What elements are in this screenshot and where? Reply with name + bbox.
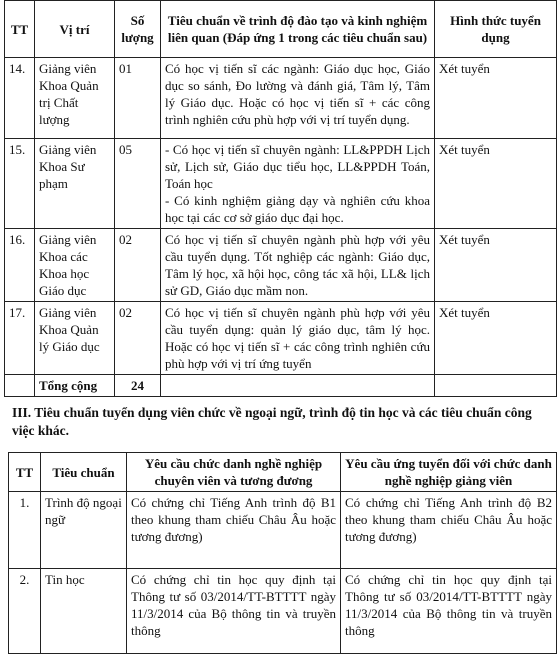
table-header-row	[5, 1, 557, 58]
row-req-lecturer: Có chứng chỉ Tiếng Anh trình độ B2 theo khung tham chiếu Châu Âu hoặc tương đương)	[341, 492, 557, 569]
row-criteria	[161, 139, 435, 229]
criteria-line: - Có học vị tiến sĩ chuyên ngành: LL&PPDH Lịch sử, Lịch sử, Giáo dục tiểu học, LL&PPDH Toán, Toán học	[165, 142, 430, 191]
total-method-cell	[435, 375, 557, 397]
row-quantity: 01	[115, 58, 161, 139]
row-criteria: Có học vị tiến sĩ chuyên ngành phù hợp với yêu cầu tuyển dụng. Tốt nghiệp các ngành: Giáo dục, Tâm lý học, xã hội học, công tác xã hội, LL& lịch sử GD, Giáo dục mầm non.	[161, 229, 435, 302]
row-req-title: Có chứng chỉ Tiếng Anh trình độ B1 theo khung tham chiếu Châu Âu hoặc tương đương)	[127, 492, 341, 569]
row-tt: 17.	[5, 302, 35, 375]
header-req-lecturer: Yêu cầu ứng tuyển đối với chức danh nghề nghiệp giảng viên	[341, 453, 557, 492]
row-tt: 15.	[5, 139, 35, 229]
row-tt: 1.	[9, 492, 41, 569]
recruitment-table	[4, 0, 557, 397]
row-position: Giảng viên Khoa các Khoa học Giáo dục	[35, 229, 115, 302]
row-req-title: Có chứng chỉ tin học quy định tại Thông tư số 03/2014/TT-BTTTT ngày 11/3/2014 của Bộ thông tin và truyền thông	[127, 569, 341, 654]
row-req-lecturer: Có chứng chỉ tin học quy định tại Thông tư số 03/2014/TT-BTTTT ngày 11/3/2014 của Bộ thông tin và truyền thông	[341, 569, 557, 654]
table-header-row	[9, 453, 557, 492]
section-title: III. Tiêu chuẩn tuyển dụng viên chức về ngoại ngữ, trình độ tin học và các tiêu chuẩn công việc khác.	[12, 405, 532, 438]
row-position: Giảng viên Khoa Quản lý Giáo dục	[35, 302, 115, 375]
total-criteria-cell	[161, 375, 435, 397]
standards-table	[8, 452, 557, 654]
total-tt-cell	[5, 375, 35, 397]
row-standard: Tin học	[41, 569, 127, 654]
row-tt: 2.	[9, 569, 41, 654]
table-row	[5, 229, 557, 302]
row-criteria: Có học vị tiến sĩ chuyên ngành phù hợp với yêu cầu tuyển dụng: quản lý giáo dục, tâm lý học. Hoặc có học vị tiến sĩ + các công trình nghiên cứu phù hợp với vị trí ứng tuyển	[161, 302, 435, 375]
total-label: Tổng cộng	[35, 375, 115, 397]
table-row	[5, 302, 557, 375]
row-quantity: 02	[115, 229, 161, 302]
header-quantity: Số lượng	[115, 1, 161, 58]
header-criteria: Tiêu chuẩn về trình độ đào tạo và kinh nghiệm liên quan (Đáp ứng 1 trong các tiêu chuẩn sau)	[161, 1, 435, 58]
total-row	[5, 375, 557, 397]
criteria-line: - Có kinh nghiệm giảng dạy và nghiên cứu khoa học tại các cơ sở giáo dục đại học.	[165, 193, 430, 225]
header-method: Hình thức tuyển dụng	[435, 1, 557, 58]
row-method: Xét tuyển	[435, 229, 557, 302]
total-value: 24	[115, 375, 161, 397]
table-row	[5, 58, 557, 139]
header-req-title: Yêu cầu chức danh nghề nghiệp chuyên viên và tương đương	[127, 453, 341, 492]
row-criteria: Có học vị tiến sĩ các ngành: Giáo dục học, Giáo dục so sánh, Đo lường và đánh giá, Tâm lý, Tâm lý Giáo dục. Hoặc có học vị tiến sĩ + các công trình nghiên cứu phù hợp với vị trí tuyển dụng.	[161, 58, 435, 139]
row-quantity: 05	[115, 139, 161, 229]
row-position: Giảng viên Khoa Quản trị Chất lượng	[35, 58, 115, 139]
table-row	[9, 492, 557, 569]
row-method: Xét tuyển	[435, 302, 557, 375]
row-method: Xét tuyển	[435, 58, 557, 139]
header-standard: Tiêu chuẩn	[41, 453, 127, 492]
table-row	[9, 569, 557, 654]
row-tt: 16.	[5, 229, 35, 302]
header-tt: TT	[9, 453, 41, 492]
row-tt: 14.	[5, 58, 35, 139]
row-quantity: 02	[115, 302, 161, 375]
header-tt: TT	[5, 1, 35, 58]
table-row	[5, 139, 557, 229]
row-position: Giảng viên Khoa Sư phạm	[35, 139, 115, 229]
row-standard: Trình độ ngoại ngữ	[41, 492, 127, 569]
row-method: Xét tuyển	[435, 139, 557, 229]
header-position: Vị trí	[35, 1, 115, 58]
